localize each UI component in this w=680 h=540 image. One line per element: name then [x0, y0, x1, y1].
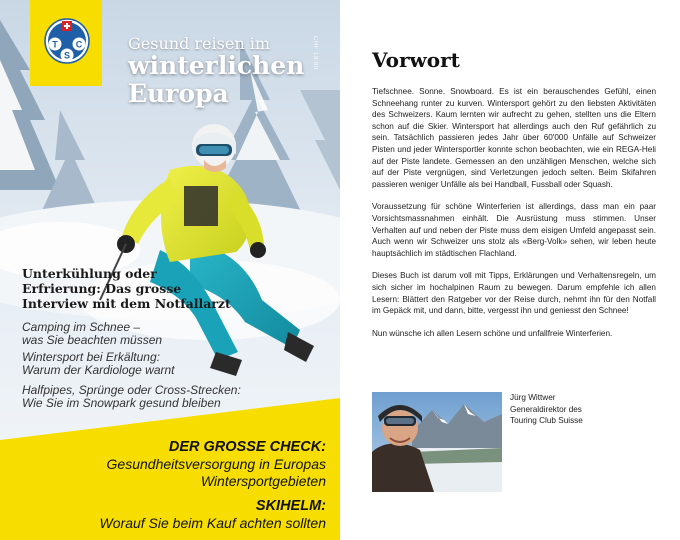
- helmet-heading: SKIHELM:: [255, 498, 326, 514]
- foreword-paragraph-3: Dieses Buch ist darum voll mit Tipps, Erklärungen und Verhaltensregeln, um sich sicher im hochalpinen Raum zu bewegen. Darum empfehle ich allen Lesern: Blättert den Ratgeber vor der Reise durch, nehmt ihn für den Notfall im Gepäck mit, und dann, bitte, vergesst ihn und geniesst den Schnee!: [372, 271, 656, 316]
- signature-block: [510, 392, 583, 427]
- teaser-line: Warum der Kardiologe warnt: [22, 363, 175, 377]
- foreword-paragraph-2: Voraussetzung für schöne Winterferien ist allerdings, dass man ein paar Vorsichtsmassnahmen einhält. Die Ausrüstung muss stimmen. Unser Verhalten auf und neben der Piste muss dem eisigen Umfeld angepasst sein. Auch wenn wir Schweizer uns stolz als «Berg-Volk» sehen, wir leben heute hauptsächlich im städtischen Flachland.: [372, 202, 656, 258]
- interview-line-1: Unterkühlung oder: [22, 266, 157, 281]
- logo-letter-t: T: [52, 39, 58, 50]
- check-block: [100, 438, 326, 532]
- foreword-article: [372, 48, 656, 350]
- interview-line-2: Erfrierung: Das grosse: [22, 281, 182, 296]
- foreword-paragraph-4: Nun wünsche ich allen Lesern schöne und unfallfreie Winterferien.: [372, 328, 613, 338]
- signature-role-line-1: Generaldirektor des: [510, 404, 582, 414]
- author-portrait: [372, 392, 502, 492]
- foreword-heading: Vorwort: [372, 48, 460, 72]
- cover-title-line-1: winterlichen: [128, 51, 305, 80]
- interview-line-3: Interview mit dem Notfallarzt: [22, 296, 231, 311]
- signature-name: Jürg Wittwer: [510, 393, 556, 402]
- signature-role-line-2: Touring Club Suisse: [510, 416, 583, 426]
- helmet-line: Worauf Sie beim Kauf achten sollten: [99, 515, 326, 531]
- cover-title-line-2: Europa: [128, 79, 229, 108]
- teaser-line: Wie Sie im Snowpark gesund bleiben: [22, 396, 221, 410]
- teaser-line: Halfpipes, Sprünge oder Cross-Strecken:: [22, 383, 241, 397]
- teaser-line: Wintersport bei Erkältung:: [22, 350, 160, 364]
- cover-subtitle: Gesund reisen im: [128, 34, 270, 53]
- teaser-line: was Sie beachten müssen: [22, 333, 163, 347]
- logo-letter-c: C: [75, 39, 83, 50]
- teaser-line: Camping im Schnee –: [22, 320, 141, 334]
- foreword-paragraph-1: Tiefschnee. Sonne. Snowboard. Es ist ein berauschendes Gefühl, einen Schneehang runter zu kurven. Wintersport gehört zu den liebsten Aktivitäten des Schweizers. Kaum lernten wir aufrecht zu gehen, stellten uns die Eltern schon auf die Skier. Wintersport hat allerdings auch den Ruf gefährlich zu sein. Tatsächlich passieren jedes Jahr über 60'000 Unfälle auf Schweizer Pisten und jeder Wintersportler konnte schon beobachten, wie ein REGA-Heli auf der Piste landete. Gemessen an den unzähligen Menschen, welche sich auf der Piste vergnügen, sind Verletzungen jedoch selten. Beim Skifahren passieren weniger Unfälle als bei Handball, Fussball oder Squash.: [372, 87, 656, 189]
- check-line-2: Wintersportgebieten: [200, 473, 326, 489]
- check-heading: DER GROSSE CHECK:: [168, 439, 326, 455]
- cover-price-code: CHF 19.80: [312, 36, 318, 70]
- check-line-1: Gesundheitsversorgung in Europas: [106, 456, 326, 472]
- logo-letter-s: S: [63, 50, 71, 61]
